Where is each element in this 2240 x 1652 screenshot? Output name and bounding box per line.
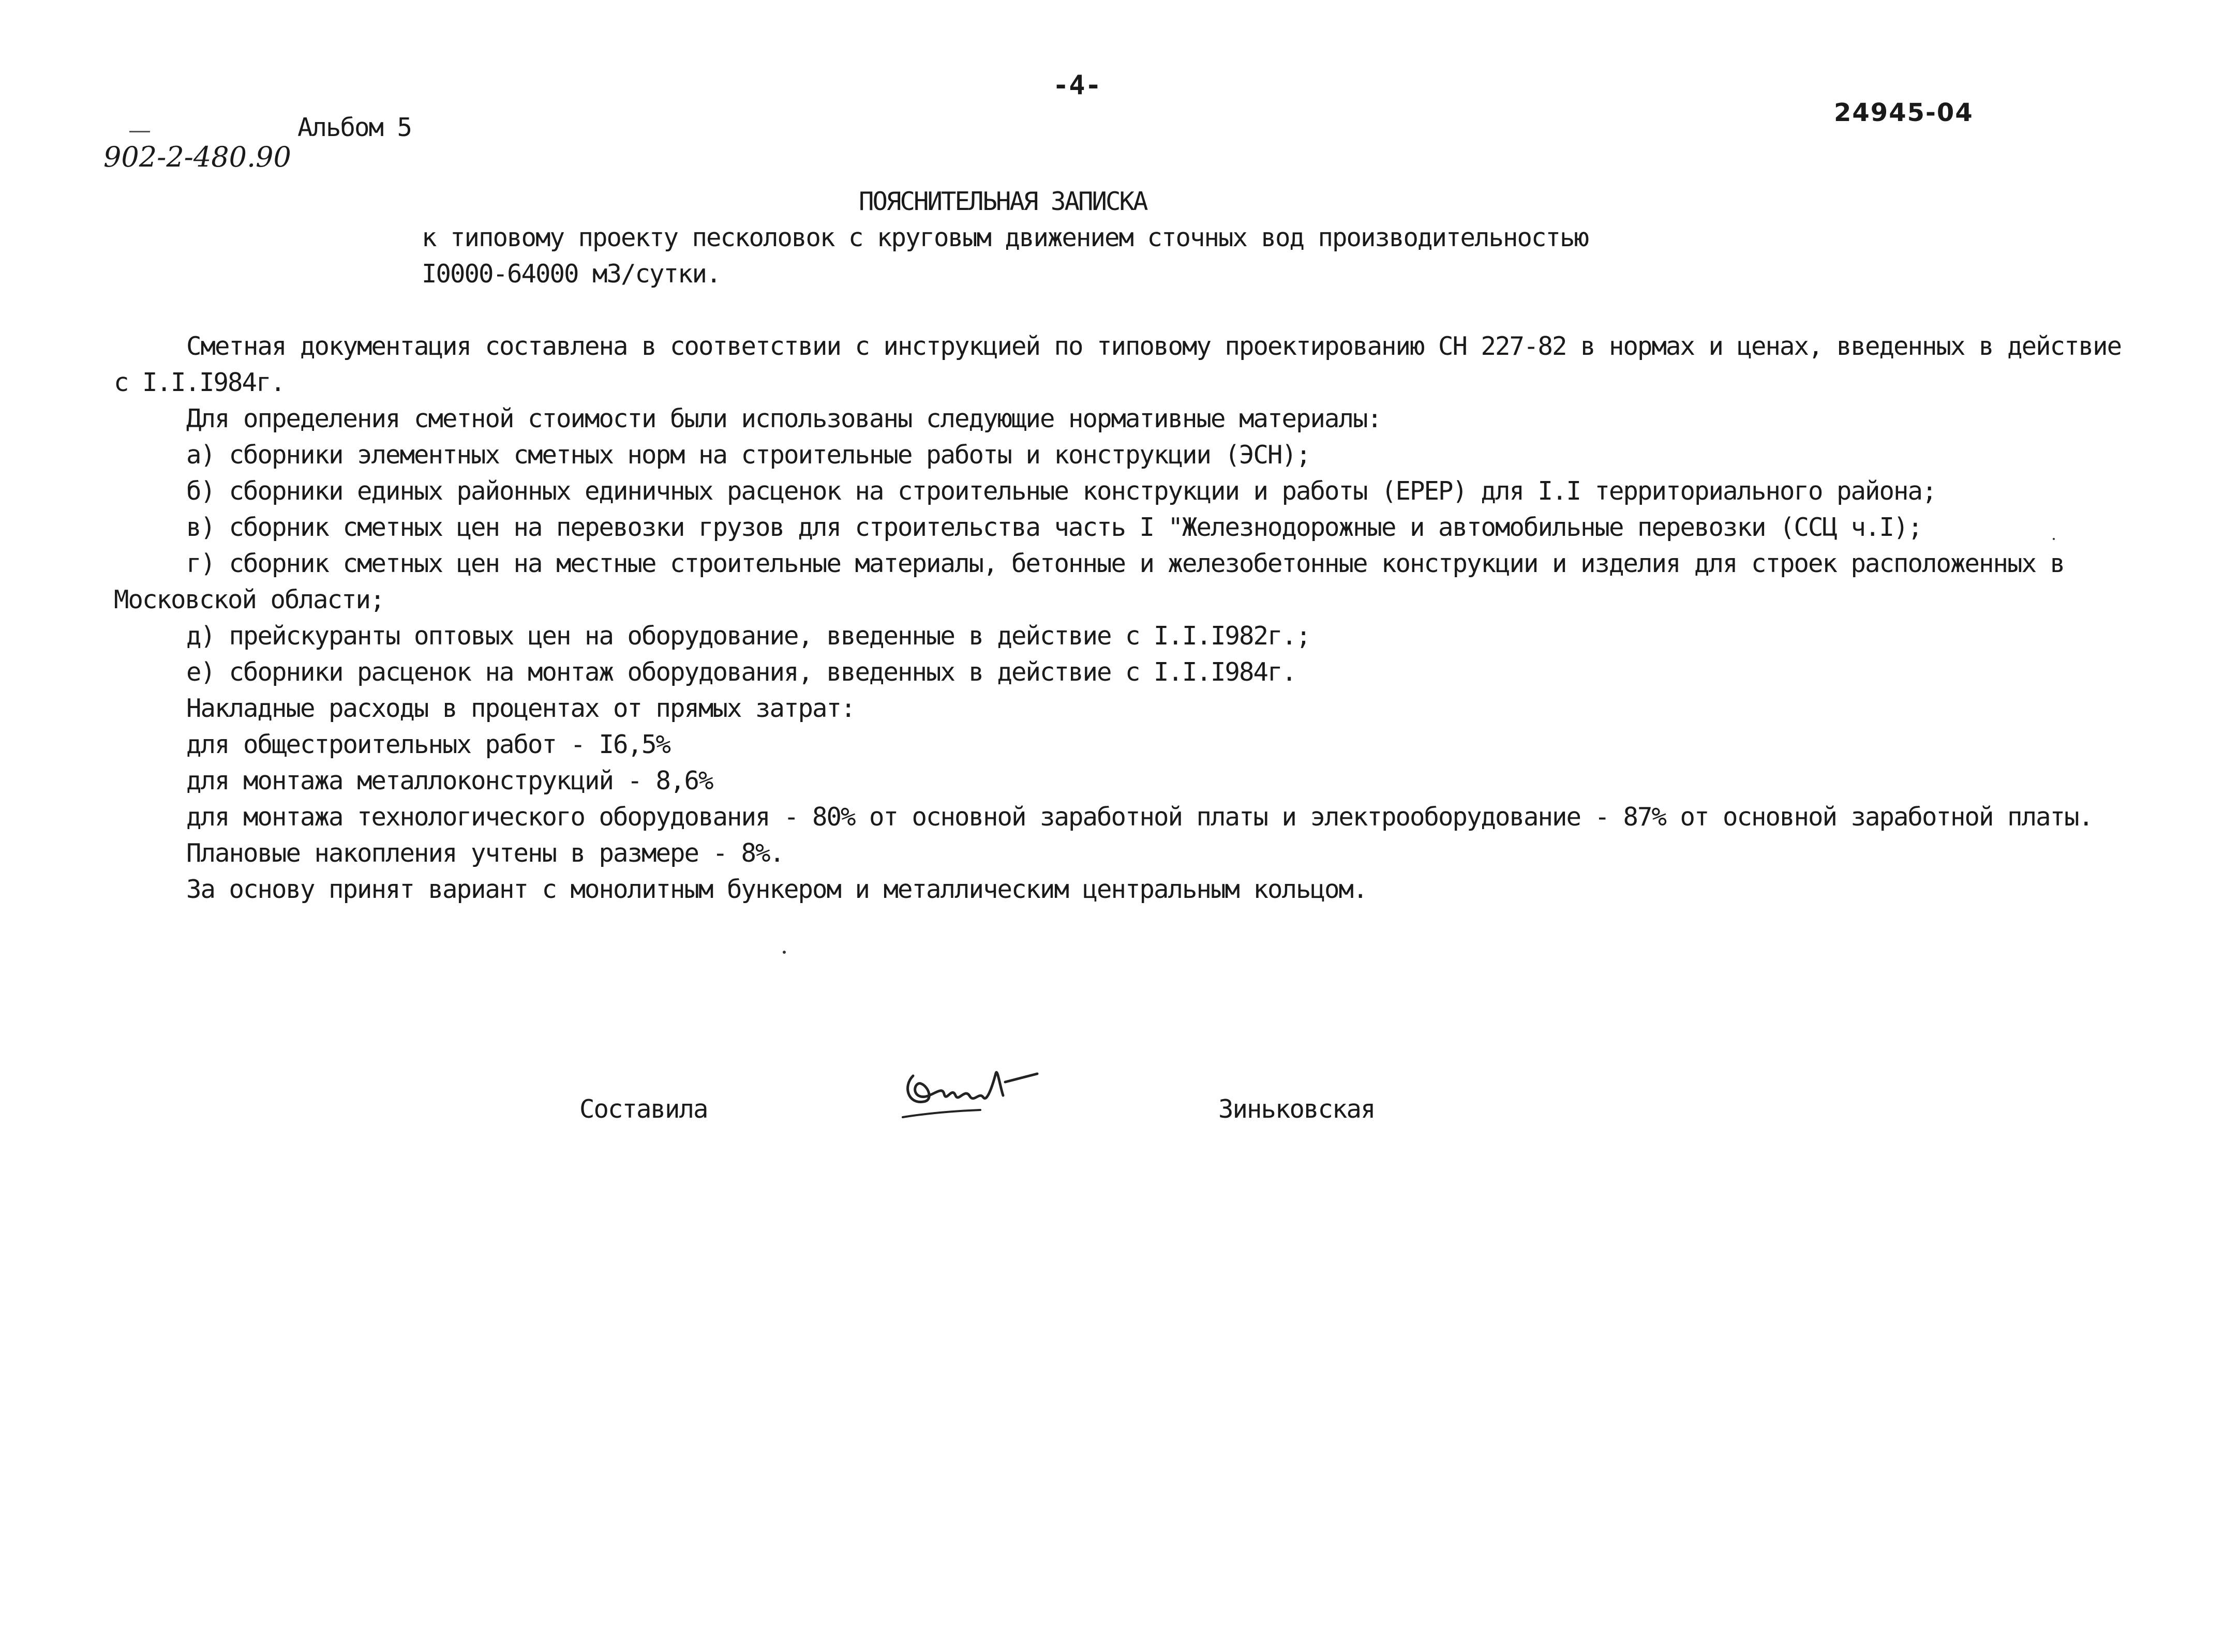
scan-speck [2053,538,2055,540]
planned-savings: Плановые накопления учтены в размере - 8%. [186,838,784,868]
scan-mark [129,131,150,132]
overhead-equipment: для монтажа технологического оборудования - 80% от основной заработной платы и электрооборудование - 87% от основной заработной платы. [186,802,2093,832]
scan-speck [783,951,786,954]
document-subtitle-line-1: к типовому проекту песколовок с круговым движением сточных вод производительностью [422,223,1589,252]
overhead-general: для общестроительных работ - I6,5% [186,730,670,759]
inventory-number: 24945-04 [1834,98,1974,127]
paragraph-2: Для определения сметной стоимости были использованы следующие нормативные материалы: [186,404,1382,433]
document-subtitle-line-2: I0000-64000 м3/сутки. [422,259,721,289]
page-number: -4- [1053,70,1101,101]
compiler-name: Зиньковская [1218,1094,1375,1124]
list-item-g-line-1: г) сборник сметных цен на местные строительные материалы, бетонные и железобетонные конструкции и изделия для строек расположенных в [186,549,2065,578]
list-item-a: а) сборники элементных сметных норм на строительные работы и конструкции (ЭСН); [186,440,1310,470]
signature-image [892,1055,1048,1128]
list-item-e: е) сборники расценок на монтаж оборудования, введенных в действие с I.I.I984г. [186,657,1296,687]
list-item-v: в) сборник сметных цен на перевозки грузов для строительства часть I "Железнодорожные и автомобильные перевозки (ССЦ ч.I); [186,513,1922,542]
album-label: Альбом 5 [297,113,412,142]
overhead-title: Накладные расходы в процентах от прямых затрат: [186,694,855,723]
list-item-b: б) сборники единых районных единичных расценок на строительные конструкции и работы (ЕРЕР) для I.I территориального района; [186,476,1936,506]
paragraph-1-line-2: с I.I.I984г. [114,368,285,397]
document-title: ПОЯСНИТЕЛЬНАЯ ЗАПИСКА [859,187,1147,216]
overhead-metal: для монтажа металлоконструкций - 8,6% [186,766,713,795]
basis-statement: За основу принят вариант с монолитным бункером и металлическим центральным кольцом. [186,875,1367,904]
list-item-g-line-2: Московской области; [114,585,384,614]
paragraph-1-line-1: Сметная документация составлена в соответствии с инструкцией по типовому проектированию СН 227-82 в нормах и ценах, введенных в действие [186,332,2122,361]
project-code: 902-2-480.90 [103,141,291,173]
list-item-d: д) прейскуранты оптовых цен на оборудование, введенные в действие с I.I.I982г.; [186,621,1310,651]
compiled-by-label: Составила [579,1094,708,1124]
